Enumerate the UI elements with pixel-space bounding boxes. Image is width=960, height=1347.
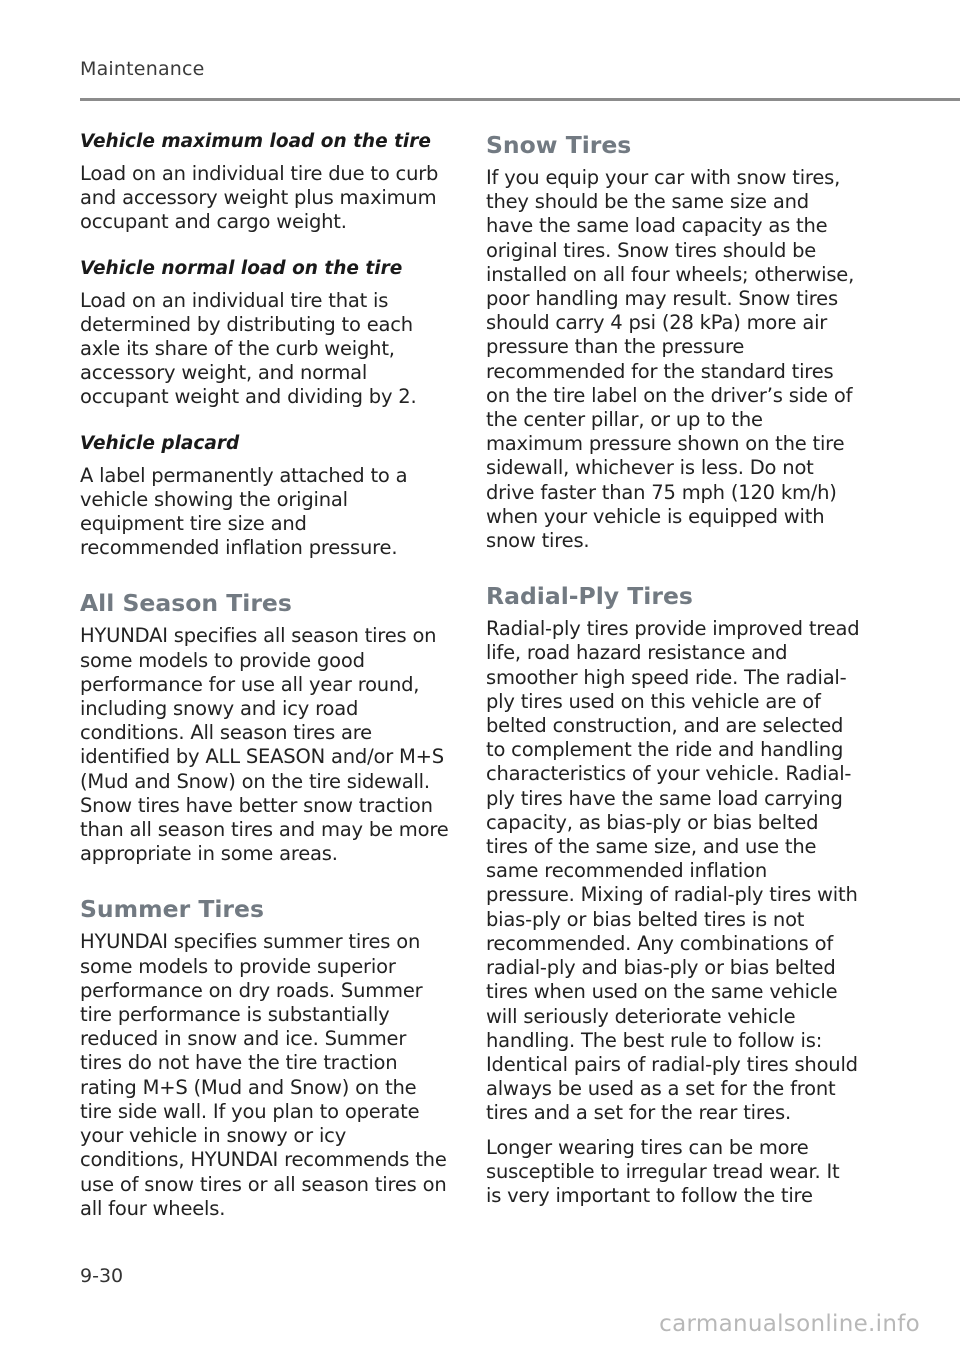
section-heading: Summer Tires [80, 895, 264, 924]
definition-text: A label permanently attached to a vehicle showing the original equipment tire size and recommended inflation pressure. [80, 463, 408, 560]
page-number: 9-30 [80, 1265, 124, 1287]
section-all-season [80, 588, 450, 866]
definition-text: Load on an individual tire due to curb and accessory weight plus maximum occupant and cargo weight. [80, 162, 439, 234]
section-text: HYUNDAI specifies all season tires on some models to provide good performance for use all year round, including snowy and icy road conditions. All season tires are identified by ALL SEASON and/or M+S (Mud and Snow) on the tire sidewall. Snow tires have better snow traction than all season tires and may be more appropriate in some areas. [80, 624, 449, 866]
section-text: Radial-ply tires provide improved tread life, road hazard resistance and smoother high speed ride. The radial-ply tires used on this vehicle are of belted construction, and are selected to complement the ride and handling characteristics of your vehicle. Radial-ply tires have the same load carrying capacity, as bias-ply or bias belted tires of the same size, and use the same recommended inflation pressure. Mixing of radial-ply tires with bias-ply or bias belted tires is not recommended. Any combinations of radial-ply and bias-ply or bias belted tires when used on the same vehicle will seriously deteriorate vehicle handling. The best rule to follow is: Identical pairs of radial-ply tires should always be used as a set for the front tires and a set for the rear tires. [486, 617, 860, 1125]
section-text: HYUNDAI specifies summer tires on some models to provide superior performance on dry roads. Summer tire performance is substantially reduced in snow and ice. Summer tires do not have the tire traction rating M+S (Mud and Snow) on the tire side wall. If you plan to operate your vehicle in snowy or icy conditions, HYUNDAI recommends the use of snow tires or all season tires on all four wheels. [80, 930, 447, 1220]
term-heading: Vehicle maximum load on the tire [80, 131, 431, 152]
section-heading: All Season Tires [80, 589, 292, 618]
definition-normal-load [80, 257, 450, 410]
section-summer [80, 894, 450, 1220]
page-header-title: Maintenance [80, 58, 205, 80]
watermark: carmanualsonline.info [659, 1311, 920, 1337]
section-text: If you equip your car with snow tires, they should be the same size and have the same load capacity as the original tires. Snow tires should be installed on all four wheels; otherwise, poor handling may result. Snow tires should carry 4 psi (28 kPa) more air pressure than the pressure recommended for the standard tires on the tire label on the driver’s side of the center pillar, or up to the maximum pressure shown on the tire sidewall, whichever is less. Do not drive faster than 75 mph (120 km/h) when your vehicle is equipped with snow tires. [486, 166, 855, 553]
term-heading: Vehicle placard [80, 432, 240, 454]
definition-text: Load on an individual tire that is determined by distributing to each axle its share of the curb weight, accessory weight, and normal occupant weight and dividing by 2. [80, 288, 417, 409]
term-heading: Vehicle normal load on the tire [80, 257, 403, 279]
definition-max-load [80, 130, 450, 235]
right-column [486, 130, 860, 1230]
section-radial [486, 581, 860, 1208]
section-heading: Snow Tires [486, 131, 632, 159]
section-text-continued: Longer wearing tires can be more susceptible to irregular tread wear. It is very important to follow the tire [486, 1135, 840, 1207]
left-column [80, 130, 450, 1243]
section-snow [486, 130, 860, 553]
section-heading: Radial-Ply Tires [486, 582, 693, 611]
definition-placard [80, 432, 450, 561]
header-divider [80, 98, 960, 101]
